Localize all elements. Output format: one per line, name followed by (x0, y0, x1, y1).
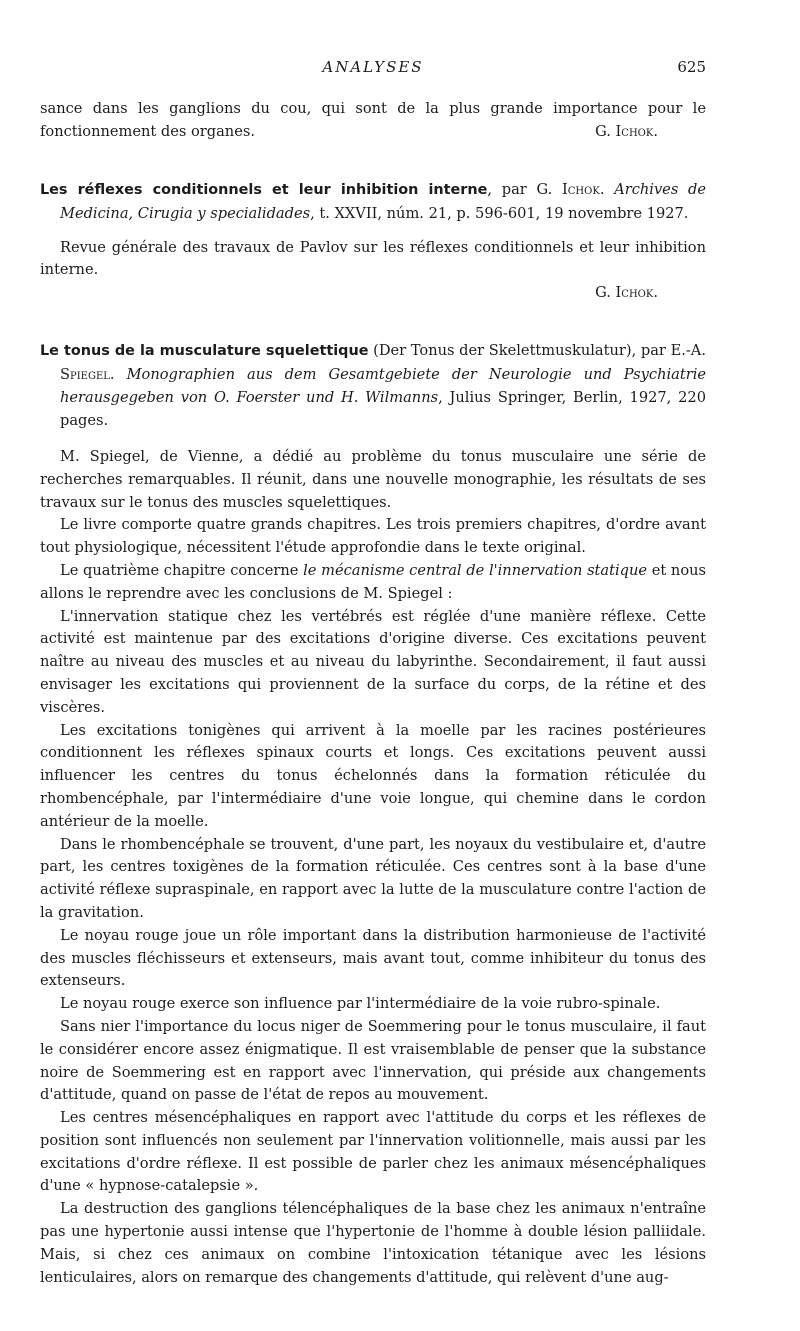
body-paragraph: L'innervation statique chez les vertébrés est réglée d'une manière réflexe. Cette activité est maintenue par des excitations d'origine diverse. Ces excitations peuvent naître au niveau des muscles et au niveau du labyrinthe. Secondairement, il faut aussi envisager les excitations qui proviennent de la surface du corps, de la rétine et des viscères. (40, 607, 706, 716)
running-title: ANALYSES (322, 58, 424, 76)
review-body (40, 446, 706, 1289)
review-citation: , t. XXVII, núm. 21, p. 596-601, 19 novembre 1927. (310, 204, 689, 222)
body-paragraph: Le noyau rouge exerce son influence par l'intermédiaire de la voie rubro-spinale. (60, 995, 661, 1013)
chapter4-italic: le mécanisme central de l'innervation statique (303, 561, 648, 579)
running-head (40, 58, 706, 80)
review-series: Monographien aus dem Gesamtgebiete der Neurologie und Psychiatrie herausgegeben von O. Foerster und H. Wilmanns (60, 365, 707, 406)
chapter4-after: et nous allons le reprendre avec les conclusions de M. Spiegel : (40, 561, 706, 602)
body-paragraph: La destruction des ganglions télencéphaliques de la base chez les animaux n'entraîne pas une hypertonie aussi intense que l'hypertonie de l'homme à double lésion palliidale. Mais, si chez ces animaux on combine l'intoxication tétanique avec les lésions lenticulaires, alors on remarque des changements d'attitude, qui relèvent d'une aug- (40, 1200, 706, 1286)
review-title: Les réflexes conditionnels et leur inhibition interne (40, 181, 488, 198)
body-paragraph: Le livre comporte quatre grands chapitres. Les trois premiers chapitres, d'ordre avant tout physiologique, nécessitent l'étude approfondie dans le texte original. (40, 516, 706, 557)
body-paragraph: Le noyau rouge joue un rôle important dans la distribution harmonieuse de l'activité des muscles fléchisseurs et extenseurs, mais avant tout, comme inhibiteur du tonus des extenseurs. (40, 926, 706, 990)
review-author: G. Ichok (536, 180, 600, 198)
body-paragraph: M. Spiegel, de Vienne, a dédié au problème du tonus musculaire une série de recherches remarquables. Il réunit, dans une nouvelle monographie, les résultats de ses travaux sur le tonus des muscles squelettiques. (40, 447, 706, 511)
review-by: , par (487, 180, 527, 198)
review-heading: Les réflexes conditionnels et leur inhibition interne, par G. Ichok. Archives de Medicina, Cirugia y specialidades, t. XXVII, núm. 21, p. 596-601, 19 novembre 1927. (40, 180, 707, 222)
review-publisher: , Julius Springer, Berlin, 1927, 220 pages. (60, 388, 706, 429)
chapter4-before: Le quatrième chapitre concerne (60, 561, 304, 579)
review-reflexes (40, 178, 706, 305)
body-paragraph: Sans nier l'importance du locus niger de Soemmering pour le tonus musculaire, il faut le considérer encore assez énigmatique. Il est vraisemblable de penser que la substance noire de Soemmering est en rapport avec l'innervation, qui préside aux changements d'attitude, quand on passe de l'état de repos au mouvement. (40, 1017, 706, 1104)
page (40, 58, 706, 1289)
page-number: 625 (677, 58, 706, 76)
review-author: E.-A. Spiegel (60, 341, 706, 383)
body-paragraph: Les centres mésencéphaliques en rapport avec l'attitude du corps et les réflexes de position sont influencés non seulement par l'innervation volitionnelle, mais aussi par les excitations d'ordre réflexe. Il est possible de parler chez les animaux mésencéphaliques d'une « hypnose-catalepsie ». (40, 1109, 706, 1195)
review-tonus (40, 339, 706, 1289)
continuation-text: sance dans les ganglions du cou, qui sont de la plus grande importance pour le fonctionnement des organes. (40, 100, 706, 140)
body-paragraph: Dans le rhombencéphale se trouvent, d'une part, les noyaux du vestibulaire et, d'autre part, les centres toxigènes de la formation réticulée. Ces centres sont à la base d'une activité réflexe supraspinale, en rapport avec la lutte de la musculature contre l'action de la gravitation. (40, 835, 706, 921)
review-original-title: (Der Tonus der Skelettmuskulatur), par (368, 341, 671, 359)
body-paragraph (40, 560, 706, 606)
review-heading: Le tonus de la musculature squelettique (Der Tonus der Skelettmuskulatur), par E.-A. Spiegel. Monographien aus dem Gesamtgebiete der Neurologie und Psychiatrie herausgegeben von O. Foerster und H. Wilmanns, Julius Springer, Berlin, 1927, 220 pages. (40, 341, 707, 429)
body-paragraph: Les excitations tonigènes qui arrivent à la moelle par les racines postérieures conditionnent les réflexes spinaux courts et longs. Ces excitations peuvent aussi influencer les centres du tonus échelonnés dans la formation réticulée du rhombencéphale, par l'intermédiaire d'une voie longue, qui chemine dans le cordon antérieur de la moelle. (40, 721, 706, 830)
review-journal: Archives de Medicina, Cirugia y specialidades (60, 180, 707, 222)
review-summary: Revue générale des travaux de Pavlov sur les réflexes conditionnels et leur inhibition interne. (40, 238, 706, 279)
continuation-signature: G. Ichok. (595, 122, 658, 140)
review-signature: G. Ichok. (595, 284, 658, 302)
review-title: Le tonus de la musculature squelettique (40, 342, 369, 359)
